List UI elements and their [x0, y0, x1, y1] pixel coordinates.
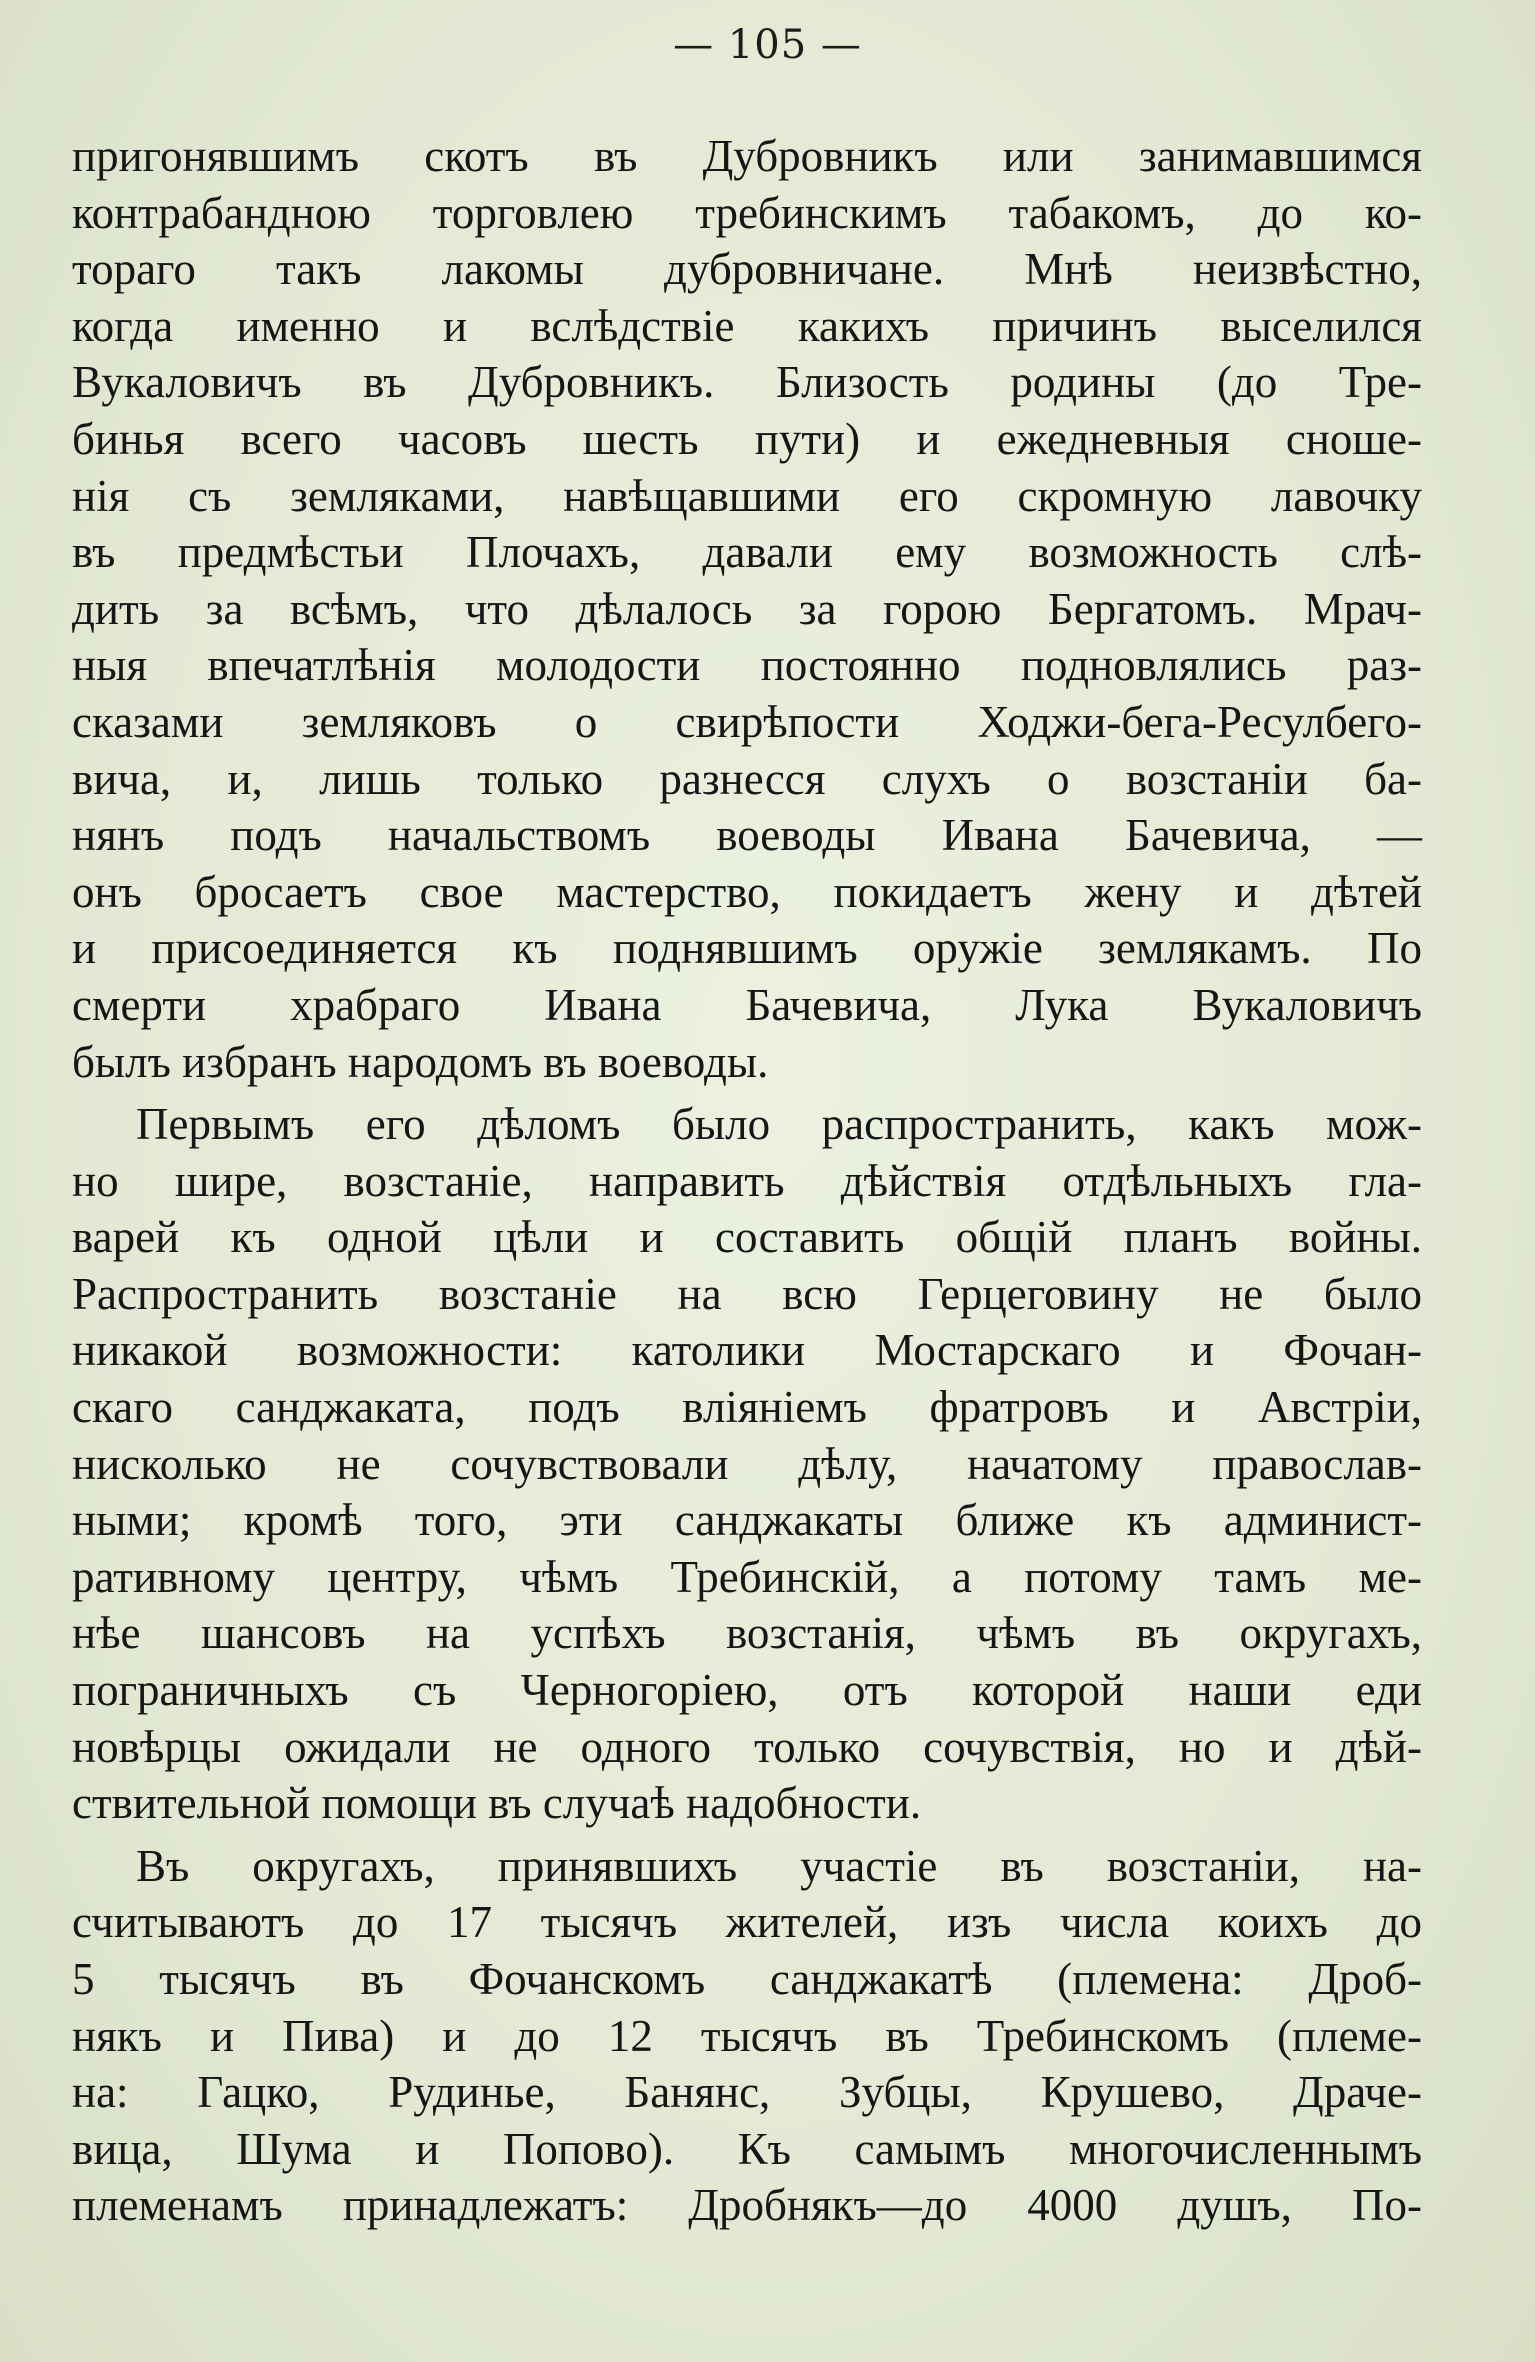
text-line: считываютъ до 17 тысячъ жителей, изъ числа коихъ до — [72, 1897, 1422, 1948]
text-line: онъ бросаетъ свое мастерство, покидаетъ жену и дѣтей — [72, 866, 1422, 917]
text-line: ныя впечатлѣнія молодости постоянно подновлялись раз- — [72, 640, 1422, 691]
text-line: дить за всѣмъ, что дѣлалось за горою Бергатомъ. Мрач- — [72, 583, 1422, 634]
text-line: сказами земляковъ о свирѣпости Ходжи-бега-Ресулбего- — [72, 696, 1422, 747]
text-line: Первымъ его дѣломъ было распространить, какъ мож- — [136, 1099, 1422, 1150]
text-line: контрабандною торговлею требинскимъ табакомъ, до ко- — [72, 187, 1422, 238]
text-line: някъ и Пива) и до 12 тысячъ въ Требинскомъ (племе- — [72, 2010, 1422, 2061]
text-line: нѣе шансовъ на успѣхъ возстанія, чѣмъ въ округахъ, — [72, 1608, 1422, 1659]
text-line: Въ округахъ, принявшихъ участіе въ возстаніи, на- — [136, 1840, 1422, 1891]
text-line: когда именно и вслѣдствіе какихъ причинъ выселился — [72, 300, 1422, 351]
text-line: ствительной помощи въ случаѣ надобности. — [72, 1778, 922, 1829]
text-line: варей къ одной цѣли и составить общій планъ войны. — [72, 1212, 1422, 1263]
text-line: и присоединяется къ поднявшимъ оружіе землякамъ. По — [72, 923, 1422, 974]
text-line: былъ избранъ народомъ въ воеводы. — [72, 1036, 769, 1087]
text-line: новѣрцы ожидали не одного только сочувствія, но и дѣй- — [72, 1721, 1422, 1772]
text-line: никакой возможности: католики Мостарскаго и Фочан- — [72, 1325, 1422, 1376]
text-line: 5 тысячъ въ Фочанскомъ санджакатѣ (племена: Дроб- — [72, 1954, 1422, 2004]
page-number: — 105 — — [673, 22, 862, 68]
text-line: на: Гацко, Рудинье, Банянс, Зубцы, Крушево, Драче- — [72, 2067, 1422, 2118]
text-line: пригонявшимъ скотъ въ Дубровникъ или занимавшимся — [72, 131, 1422, 181]
text-line: Вукаловичъ въ Дубровникъ. Близость родины (до Тре- — [72, 357, 1422, 408]
text-line: ными; кромѣ того, эти санджакаты ближе къ админист- — [72, 1495, 1422, 1546]
text-line: нисколько не сочувствовали дѣлу, начатому православ- — [72, 1438, 1422, 1489]
text-line: скаго санджаката, подъ вліяніемъ фратровъ и Австріи, — [72, 1382, 1422, 1433]
text-line: пограничныхъ съ Черногоріею, отъ которой наши еди — [72, 1665, 1422, 1716]
text-line: нянъ подъ начальствомъ воеводы Ивана Бачевича, — — [72, 810, 1422, 861]
text-line: но шире, возстаніе, направить дѣйствія отдѣльныхъ гла- — [72, 1155, 1422, 1206]
text-body — [72, 128, 1422, 2234]
text-line: ративному центру, чѣмъ Требинскій, а потому тамъ ме- — [72, 1551, 1422, 1602]
text-line: нія съ земляками, навѣщавшими его скромную лавочку — [72, 470, 1422, 521]
text-line: вича, и, лишь только разнесся слухъ о возстаніи ба- — [72, 753, 1422, 804]
text-line: тораго такъ лакомы дубровничане. Мнѣ неизвѣстно, — [72, 244, 1422, 295]
text-line: вица, Шума и Попово). Къ самымъ многочисленнымъ — [72, 2123, 1422, 2174]
text-line: Распространить возстаніе на всю Герцеговину не было — [72, 1268, 1422, 1319]
text-line: смерти храбраго Ивана Бачевича, Лука Вукаловичъ — [72, 979, 1422, 1030]
text-line: бинья всего часовъ шесть пути) и ежедневныя снoше- — [72, 413, 1422, 464]
text-line: въ предмѣстьи Плочахъ, давали ему возможность слѣ- — [72, 527, 1422, 578]
text-line: племенамъ принадлежатъ: Дробнякъ—до 4000 душъ, По- — [72, 2180, 1422, 2231]
